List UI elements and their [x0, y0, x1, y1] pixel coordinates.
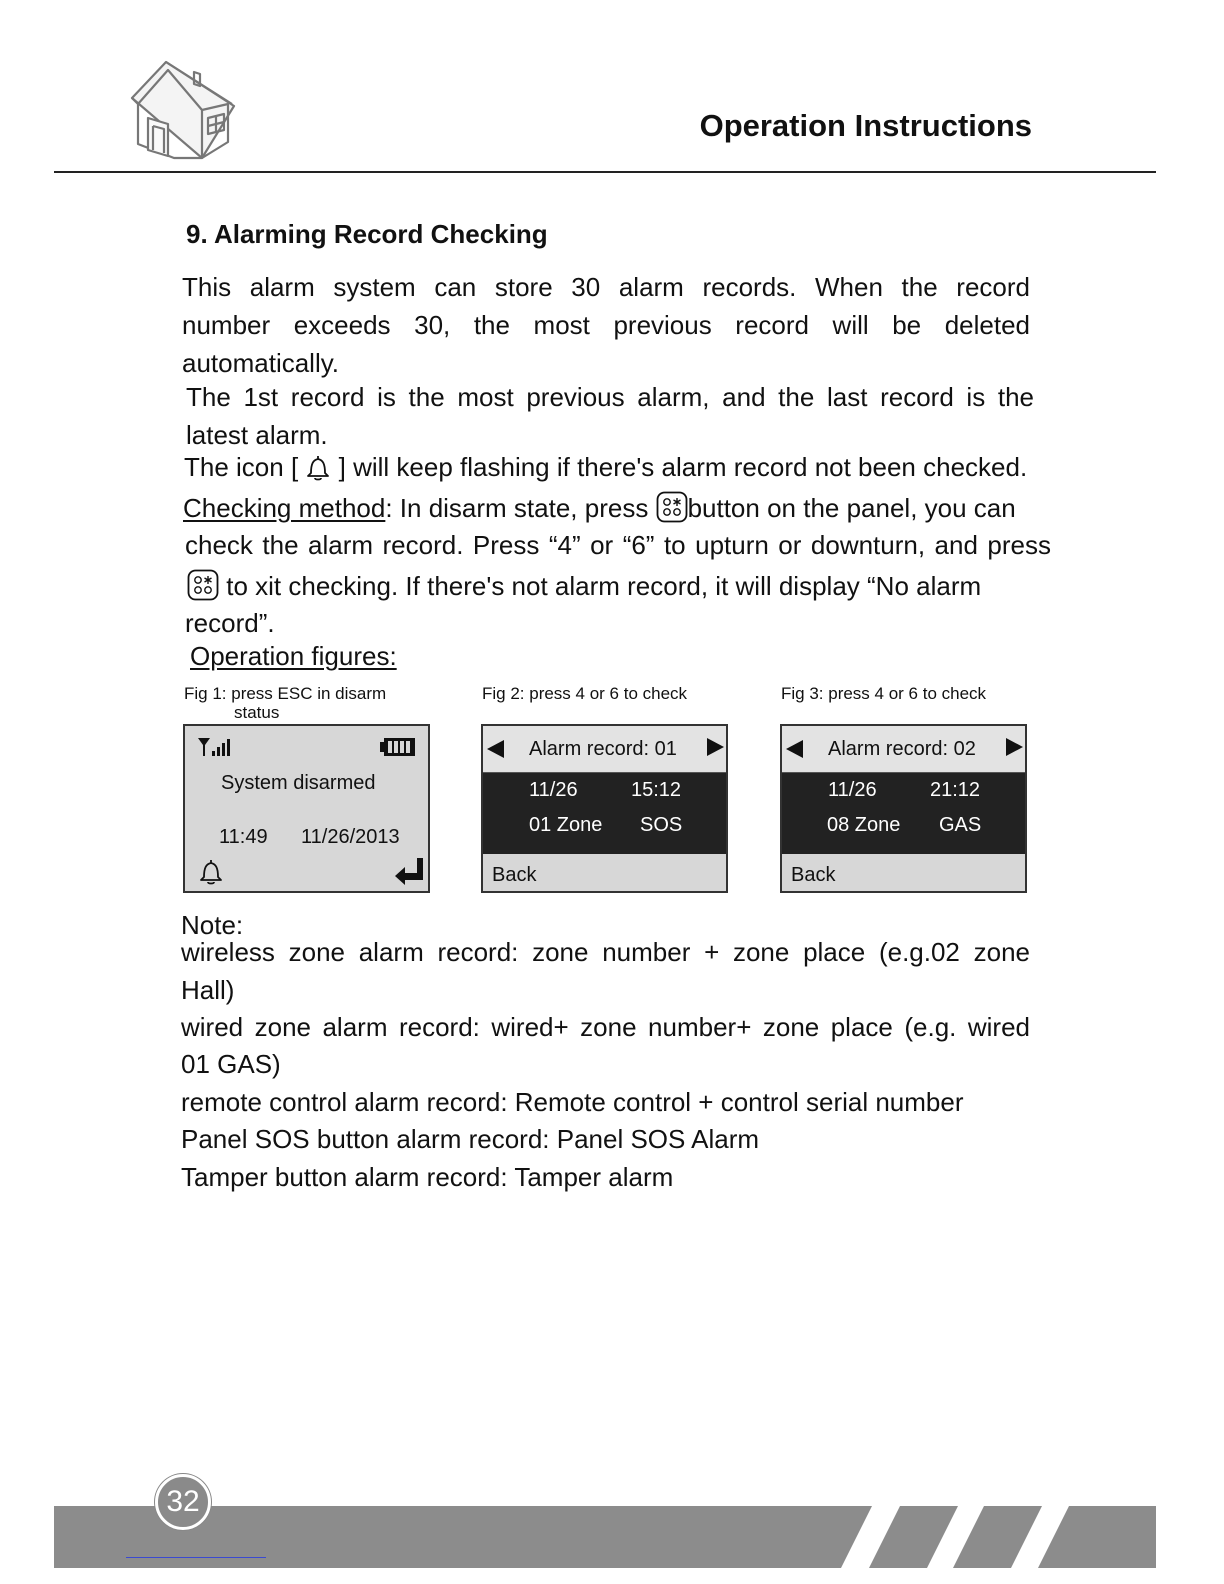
method-line: check the alarm record. Press “4” or “6” to upturn or downturn, and press: [185, 530, 1051, 560]
paragraph-line: The 1st record is the most previous alarm, and the last record is the: [186, 382, 1034, 412]
method-line3-rest: to xit checking. If there's not alarm record, it will display “No alarm: [226, 571, 982, 601]
footer-link-underline: [126, 1557, 266, 1558]
fig2-lcd-screen: [481, 724, 728, 893]
right-arrow-icon: [707, 738, 724, 756]
footer-band: [54, 1506, 1156, 1568]
note-line: Hall): [181, 975, 235, 1005]
record-footer: [782, 854, 1025, 891]
left-arrow-icon: [487, 740, 504, 758]
icon-line-prefix: The icon [: [184, 452, 299, 482]
menu-keypad-button-icon: [187, 569, 219, 601]
operation-figures-title: Operation figures:: [190, 641, 397, 671]
note-line: wired zone alarm record: wired+ zone number+ zone place (e.g. wired: [181, 1012, 1030, 1042]
note-line: 01 GAS): [181, 1049, 281, 1079]
house-logo-icon: [128, 58, 238, 164]
note-line: remote control alarm record: Remote control + control serial number: [181, 1087, 964, 1117]
record-header-text: Alarm record: 02: [828, 738, 976, 760]
lcd-date: 11/26/2013: [301, 826, 400, 848]
paragraph-line: latest alarm.: [186, 420, 328, 450]
fig2-caption: Fig 2: press 4 or 6 to check: [482, 684, 688, 703]
right-arrow-icon: [1006, 738, 1023, 756]
signal-strength-icon: [197, 736, 237, 758]
left-arrow-icon: [786, 740, 803, 758]
menu-keypad-button-icon: [656, 491, 688, 523]
record-body: [483, 773, 726, 854]
method-line1-rest: : In disarm state, press: [385, 493, 649, 523]
fig3-lcd-screen: [780, 724, 1027, 893]
fig1-caption-line2: status: [234, 703, 280, 722]
fig1-lcd-screen: [183, 724, 430, 893]
lcd-time: 11:49: [219, 826, 268, 848]
method-line: [183, 491, 1016, 524]
checking-method-label: Checking method: [183, 493, 386, 523]
paragraph-line: number exceeds 30, the most previous record will be deleted: [182, 310, 1030, 340]
fig3-caption: Fig 3: press 4 or 6 to check: [781, 684, 987, 703]
page-number-badge: 32: [155, 1474, 211, 1530]
note-line: Tamper button alarm record: Tamper alarm: [181, 1162, 674, 1192]
record-date: 11/26: [529, 779, 578, 801]
battery-icon: [380, 737, 416, 757]
icon-flash-line: [184, 452, 1027, 483]
paragraph-line: automatically.: [182, 348, 340, 378]
paragraph-line: This alarm system can store 30 alarm records. When the record: [182, 272, 1030, 302]
record-type: SOS: [640, 814, 683, 836]
record-date: 11/26: [828, 779, 877, 801]
note-title: Note:: [181, 910, 244, 940]
enter-return-icon: [393, 856, 425, 886]
note-line: Panel SOS button alarm record: Panel SOS Alarm: [181, 1124, 760, 1154]
back-label: Back: [791, 864, 836, 886]
note-line: wireless zone alarm record: zone number + zone place (e.g.02 zone: [181, 937, 1030, 967]
record-footer: [483, 854, 726, 891]
record-body: [782, 773, 1025, 854]
record-time: 15:12: [631, 779, 682, 801]
fig1-caption: [184, 684, 386, 722]
record-zone: 08 Zone: [827, 814, 901, 836]
record-header: [483, 726, 726, 773]
record-header: [782, 726, 1025, 773]
icon-line-suffix: ] will keep flashing if there's alarm record not been checked.: [338, 452, 1028, 482]
method-line: record”.: [185, 608, 275, 638]
system-status-text: System disarmed: [221, 772, 376, 794]
record-header-text: Alarm record: 01: [529, 738, 677, 760]
method-line: [187, 569, 981, 602]
section-title: 9. Alarming Record Checking: [186, 219, 548, 249]
bell-icon: [198, 858, 224, 886]
record-zone: 01 Zone: [529, 814, 603, 836]
bell-icon: [305, 454, 331, 482]
record-time: 21:12: [930, 779, 981, 801]
page-header-title: Operation Instructions: [699, 108, 1032, 143]
fig1-caption-line1: Fig 1: press ESC in disarm: [184, 684, 387, 703]
header-divider: [54, 171, 1156, 173]
record-type: GAS: [939, 814, 982, 836]
method-line1-tail: button on the panel, you can: [687, 493, 1016, 523]
back-label: Back: [492, 864, 537, 886]
